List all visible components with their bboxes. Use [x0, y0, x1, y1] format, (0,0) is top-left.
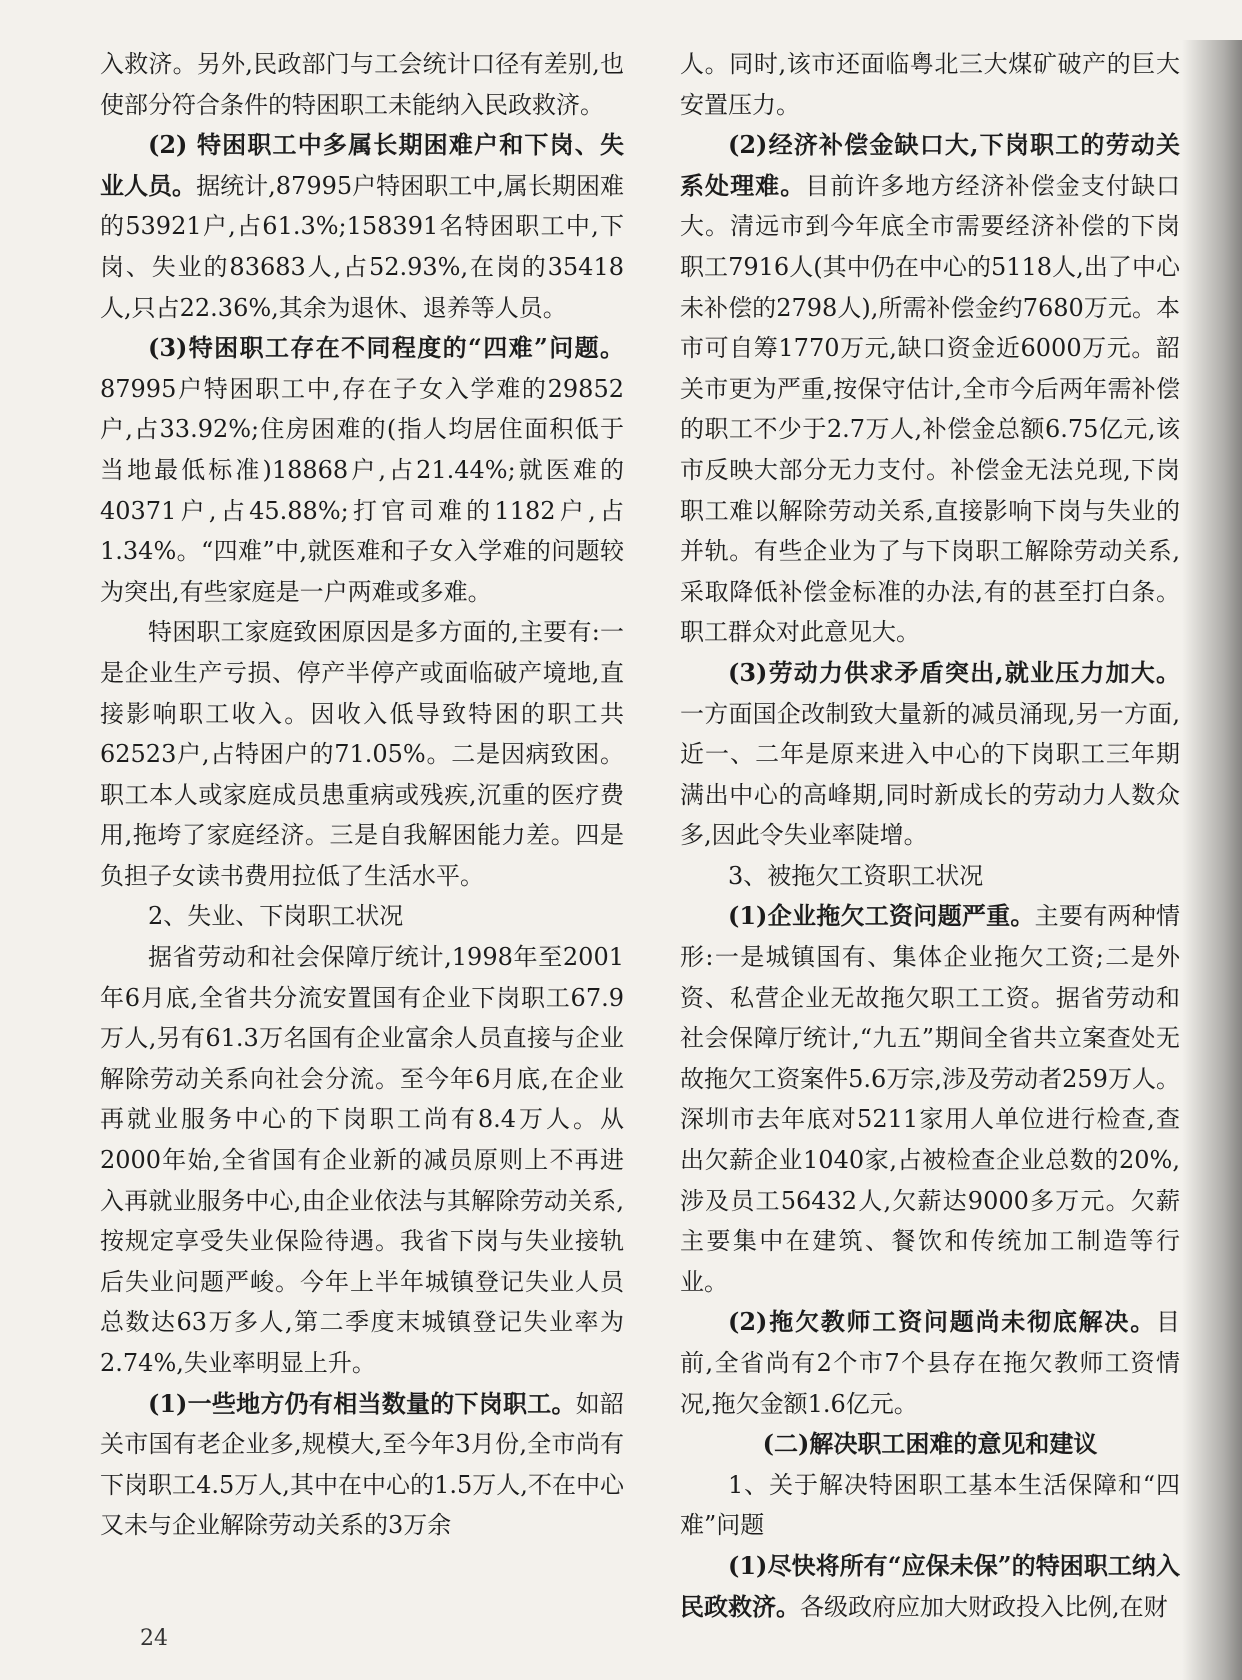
paragraph: (1)一些地方仍有相当数量的下岗职工。如韶关市国有老企业多,规模大,至今年3月份,全市尚有下岗职工4.5万人,其中在中心的1.5万人,不在中心又未与企业解除劳动关系的3万余: [100, 1388, 624, 1540]
subsection-heading: 1、关于解决特困职工基本生活保障和“四难”问题: [680, 1470, 1180, 1540]
paragraph: 据省劳动和社会保障厅统计,1998年至2001年6月底,全省共分流安置国有企业下岗职工67.9万人,另有61.3万名国有企业富余人员直接与企业解除劳动关系向社会分流。至今年6月底,在企业再就业服务中心的下岗职工尚有8.4万人。从2000年始,全省国有企业新的减员原则上不再进入再就业服务中心,由企业依法与其解除劳动关系,按规定享受失业保险待遇。我省下岗与失业接轨后失业问题严峻。今年上半年城镇登记失业人员总数达63万多人,第二季度末城镇登记失业率为2.74%,失业率明显上升。: [100, 943, 624, 1377]
paragraph-lead: (3)劳动力供求矛盾突出,就业压力加大。: [728, 657, 1180, 687]
paragraph: (2) 特困职工中多属长期困难户和下岗、失业人员。据统计,87995户特困职工中,属长期困难的53921户,占61.3%;158391名特困职工中,下岗、失业的83683人,占52.93%,在岗的35418人,只占22.36%,其余为退休、退养等人员。: [100, 130, 625, 322]
paragraph: (3)特困职工存在不同程度的“四难”问题。87995户特困职工中,存在子女入学难的29852户,占33.92%;住房困难的(指人均居住面积低于当地最低标准)18868户,占21.44%;就医难的40371户,占45.88%;打官司难的1182户,占1.34%。“四难”中,就医难和子女入学难的问题较为突出,有些家庭是一户两难或多难。: [100, 333, 624, 606]
paragraph: (1)企业拖欠工资问题严重。主要有两种情形:一是城镇国有、集体企业拖欠工资;二是外资、私营企业无故拖欠职工工资。据省劳动和社会保障厅统计,“九五”期间全省共立案查处无故拖欠工资案件5.6万宗,涉及劳动者259万人。深圳市去年底对5211家用人单位进行检查,查出欠薪企业1040家,占被检查企业总数的20%,涉及员工56432人,欠薪达9000多万元。欠薪主要集中在建筑、餐饮和传统加工制造等行业。: [680, 901, 1181, 1296]
section-heading: (二)解决职工困难的意见和建议: [762, 1429, 1098, 1459]
paragraph-lead: (2)拖欠教师工资问题尚未彻底解决。: [728, 1307, 1156, 1337]
paragraph: 人。同时,该市还面临粤北三大煤矿破产的巨大安置压力。: [680, 50, 1180, 119]
paragraph: (2)经济补偿金缺口大,下岗职工的劳动关系处理难。目前许多地方经济补偿金支付缺口大。清远市到今年底全市需要经济补偿的下岗职工7916人(其中仍在中心的5118人,出了中心未补偿的2798人),所需补偿金约7680万元。本市可自筹1770万元,缺口资金近6000万元。韶关市更为严重,按保守估计,全市今后两年需补偿的职工不少于2.7万人,补偿金总额6.75亿元,该市反映大部分无力支付。补偿金无法兑现,下岗职工难以解除劳动关系,直接影响下岗与失业的并轨。有些企业为了与下岗职工解除劳动关系,采取降低补偿金标准的办法,有的甚至打白条。职工群众对此意见大。: [680, 130, 1181, 647]
paragraph-lead: (1)企业拖欠工资问题严重。: [728, 901, 1035, 931]
paragraph: 特困职工家庭致困原因是多方面的,主要有:一是企业生产亏损、停产半停产或面临破产境地,直接影响职工收入。因收入低导致特困的职工共62523户,占特困户的71.05%。二是因病致困。职工本人或家庭成员患重病或残疾,沉重的医疗费用,拖垮了家庭经济。三是自我解困能力差。四是负担子女读书费用拉低了生活水平。: [100, 618, 624, 890]
right-column: [680, 44, 1180, 1627]
subsection-heading: 2、失业、下岗职工状况: [148, 902, 404, 931]
paragraph-lead: (2) 特困职工中多属长期困难户和下岗、失业人员。: [100, 130, 624, 200]
page-number: 24: [140, 1626, 168, 1651]
paragraph: (2)拖欠教师工资问题尚未彻底解决。目前,全省尚有2个市7个县存在拖欠教师工资情况,拖欠金额1.6亿元。: [680, 1307, 1180, 1418]
paragraph: (3)劳动力供求矛盾突出,就业压力加大。一方面国企改制致大量新的减员涌现,另一方面,近一、二年是原来进入中心的下岗职工三年期满出中心的高峰期,同时新成长的劳动力人数众多,因此令失业率陡增。: [680, 657, 1180, 850]
paragraph-lead: (1)尽快将所有“应保未保”的特困职工纳入民政救济。: [680, 1550, 1180, 1621]
paragraph-lead: (2)经济补偿金缺口大,下岗职工的劳动关系处理难。: [680, 130, 1180, 200]
paragraph: (1)尽快将所有“应保未保”的特困职工纳入民政救济。各级政府应加大财政投入比例,在财: [680, 1550, 1180, 1621]
binding-shadow: [1182, 40, 1242, 1680]
left-column: [100, 44, 624, 1546]
paragraph: 入救济。另外,民政部门与工会统计口径有差别,也使部分符合条件的特困职工未能纳入民政救济。: [100, 50, 624, 119]
subsection-heading: 3、被拖欠工资职工状况: [728, 861, 984, 890]
paragraph-lead: (1)一些地方仍有相当数量的下岗职工。: [148, 1388, 576, 1418]
paragraph-lead: (3)特困职工存在不同程度的“四难”问题。: [148, 333, 624, 363]
